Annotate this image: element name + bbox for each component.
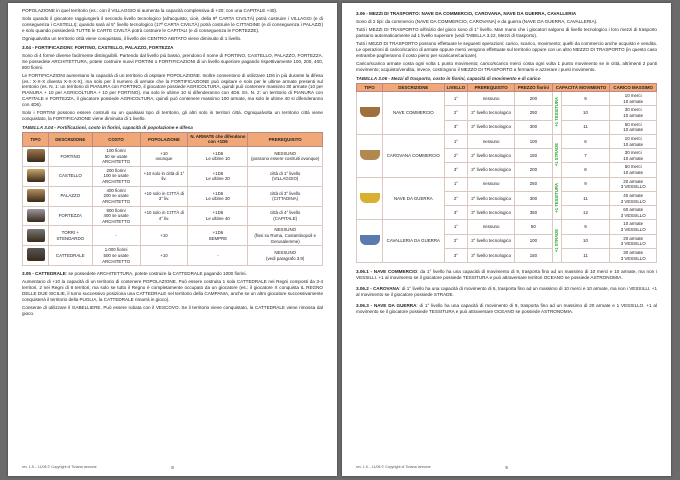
section-3062-block [356, 286, 657, 298]
load-cell: 40 armate 3 VESSILLO [610, 191, 657, 205]
population-cell: +10 [140, 246, 188, 266]
price-cell: 100 [515, 134, 552, 148]
prerequisite-cell: 2° livello tecnologico [468, 106, 515, 120]
column-header: CARICO MASSIMO [610, 83, 657, 92]
movement-cell: 7 [561, 149, 610, 163]
level-cell: 2° [444, 149, 468, 163]
table-row [23, 146, 323, 166]
intro-paragraph-1: POPOLAZIONE in quel territorio (es.: con il VILLAGGIO si aumenta la capacità complessiva di +20; con una CAPITALE +40). [22, 8, 278, 13]
prerequisite-cell: NESSUNO (possono essere costruiti ovunque) [248, 146, 323, 166]
prerequisite-cell: 3° livello tecnologico [468, 120, 515, 134]
level-cell: 3° [444, 163, 468, 177]
section-305-paragraph-2: Aumentano di +10 la capacità di un territorio di contenere POPOLAZIONE. Può essere costruita 1 sola CATTEDRALE nei Regni composti da 3-4 territori, 2 nei Regni di 8 territori, ma solo se tutto il Regno è completamente occupato da un giocatore (es.: il giocatore X conquista IL REGNO DELLE DUE SICILIE, il turno successivo posiziona una CATTEDRALE nel territorio della CAMPANIA, anche se un altro giocatore successivamente conquisterà il territorio della PUGLIA, la CATTEDRALE rimarrà in gioco). [22, 279, 323, 302]
load-cell: 10 merci 10 armate [610, 134, 657, 148]
bonus-cell [552, 92, 561, 135]
transport-icon [360, 150, 380, 160]
price-cell: 350 [515, 206, 552, 220]
section-305-lead: : se possedete ARCHITETTURA, potete costruire la CATTEDRALE pagando 1000 fiorini. [65, 271, 247, 277]
transport-image-cell [357, 134, 383, 177]
building-icon [27, 149, 45, 162]
section-3061-block [356, 269, 657, 281]
prerequisite-cell: nessuno [468, 177, 515, 191]
section-3061-text: : da 1° livello ha una capacità di movimento di 9, trasporta fino ad un massimo di 10 merci e 10 armate, ma non i VESSILLI. +1 al movimento se il giocatore possiede TESSITURA e può attraversare territori OCEANO se possiede ASTRONOMIA. [356, 269, 657, 280]
prerequisite-cell: città di 4° livello (CAPITALE) [248, 206, 323, 226]
bonus-label: +1 TESSITURA [553, 182, 559, 213]
building-icon [27, 229, 45, 242]
description-cell: PALAZZO [49, 186, 93, 206]
table-row [357, 134, 657, 148]
defense-cell: - [188, 246, 248, 266]
table-row [357, 177, 657, 191]
level-cell: 1° [444, 177, 468, 191]
prerequisite-cell: città di 1° livello (VILLAGGIO) [248, 166, 323, 186]
section-304-paragraph-2: Le FORTIFICAZIONI aumentano la capacità di un territorio di ospitare POPOLAZIONE. Inoltre consentono di utilizzare 1D6 in più durante la difesa (es.: X-X-X diventa X-X-X-X), ma solo per il numero di armate che la FORTIFICAZIONE può ospitare e solo per le ultime armate presenti sul territorio (es. N. 1: un territorio di PIANURA con FORTINO, il giocatore possiede AGRICOLTURA, quindi può contenere massimo 30 armate (10 per PIANURA + 10 per AGRICOLTURA + 10 per FORTINO), ma solo le ultime 10 si difenderanno con 4D6. Es. N. 2: un territorio di PIANURA con CAPITALE e FORTEZZA, il giocatore possiede AGRICOLTURA, quindi può contenere massimo 100 armate, ma solo le ultime 40 si difenderanno con 4D6). [22, 72, 323, 107]
price-cell: 250 [515, 177, 552, 191]
section-3061-title: 3.06.1 - NAVE COMMERCIO [356, 269, 418, 275]
column-header: DESCRIZIONE [49, 132, 93, 146]
transport-table [356, 83, 657, 264]
prerequisite-cell: nessuno [468, 134, 515, 148]
level-cell: 2° [444, 234, 468, 248]
cost-cell: 100 fiorini 50 se usate ARCHITETTO [92, 146, 140, 166]
table-306-caption: TABELLA 3.06 - Mezzi di trasporto, costo in fiorini, capacità di movimento e di carico [356, 75, 541, 81]
price-cell: 100 [515, 234, 552, 248]
building-image-cell [23, 246, 49, 266]
section-306-title: 3.06 - MEZZI DI TRASPORTO: NAVE DA COMMERCIO, CAROVANA, NAVE DA GUERRA, CAVALLERIA [356, 11, 577, 16]
prerequisite-cell: 3° livello tecnologico [468, 248, 515, 262]
defense-cell: +1D6 SEMPRE [188, 226, 248, 246]
description-cell: FORTINO [49, 146, 93, 166]
level-cell: 3° [444, 248, 468, 262]
price-cell: 300 [515, 191, 552, 205]
table-row [23, 226, 323, 246]
bonus-label: +1 STRADE [553, 228, 559, 253]
movement-cell: 8 [561, 163, 610, 177]
column-header: POPOLAZIONE [140, 132, 188, 146]
price-cell: 150 [515, 149, 552, 163]
defense-cell: +1D6 Le ultime 40 [188, 206, 248, 226]
intro-paragraph-3: Ogniqualvolta un territorio città viene conquistato, il livello dei CENTRO ABITATO viene diminuito di 1 livello. [22, 35, 242, 41]
description-cell: CAVALLERIA DA GUERRA [383, 220, 445, 263]
section-305-block [22, 271, 323, 277]
prerequisite-cell: città di 3° livello (CITTADINA) [248, 186, 323, 206]
section-3063-title: 3.06.3 - NAVE DA GUERRA [356, 302, 417, 308]
movement-cell: 10 [561, 234, 610, 248]
defense-cell: +1D6 Le ultime 20 [188, 166, 248, 186]
building-icon [27, 209, 45, 222]
load-cell: 30 armate 3 VESSILLO [610, 248, 657, 262]
population-cell: +10 solo in CITTÀ di 3° liv. [140, 186, 188, 206]
load-cell: 10 armate 3 VESSILLO [610, 220, 657, 234]
cost-cell: 400 fiorini 200 se usate ARCHITETTO [92, 186, 140, 206]
cost-cell: 800 fiorini 400 se usate ARCHITETTO [92, 206, 140, 226]
section-306-paragraph-1: Sono di 2 tipi: da commercio (NAVE DA COMMERCIO, CAROVANA) e da guerra (NAVE DA GUERRA, CAVALLERIA). [356, 19, 598, 25]
section-3062-title: 3.06.2 - CAROVANA [356, 285, 400, 291]
description-cell: TORRI + STENDARDO [49, 226, 93, 246]
level-cell: 1° [444, 134, 468, 148]
movement-cell: 9 [561, 92, 610, 106]
page-footer: rev. 1.5 – 11/08 © Copyright di Tiziana Iannone [356, 465, 431, 470]
section-3062-text: : di 1° livello ha una capacità di movimento di 6, trasporta fino ad un massimo di 10 merci e 10 armate, ma non i VESSILLI. +1 al movimento se il giocatore possiede STRADE. [356, 285, 658, 297]
load-cell: 30 merci 10 armate [610, 106, 657, 120]
page-number: 9 [505, 464, 508, 470]
description-cell: CAROVANA COMMERCIO [383, 134, 445, 177]
movement-cell: 9 [561, 220, 610, 234]
bonus-cell [552, 220, 561, 263]
level-cell: 1° [444, 92, 468, 106]
transport-image-cell [357, 177, 383, 220]
load-cell: 20 armate 3 VESSILLO [610, 234, 657, 248]
table-row [23, 166, 323, 186]
price-cell: 300 [515, 120, 552, 134]
page-right [342, 3, 671, 476]
population-cell: +10 solo in città di 1° liv. [140, 166, 188, 186]
section-304-title: 3.04 - FORTIFICAZIONI: FORTINO, CASTELLO, PALAZZO, FORTEZZA [22, 44, 174, 50]
section-304-paragraph-3: Solo i FORTINI possono essere costruiti su un qualsiasi tipo di territorio, gli altri solo in territori città. Ogniqualvolta un territorio città viene conquistato, la FORTIFICAZIONE viene diminuita di 1 livello. [22, 110, 323, 121]
population-cell: +10 ovunque [140, 146, 188, 166]
price-cell: 200 [515, 92, 552, 106]
column-header: TIPO [23, 132, 49, 146]
price-cell: 150 [515, 248, 552, 262]
bonus-label: +1 STRADE [553, 143, 559, 167]
prerequisite-cell: 2° livello tecnologico [468, 191, 515, 205]
movement-cell: 11 [561, 120, 610, 134]
defense-cell: +1D6 Le ultime 10 [188, 146, 248, 166]
bonus-cell [552, 134, 561, 177]
building-image-cell [23, 166, 49, 186]
load-cell: 50 merci 10 armate [610, 163, 657, 177]
section-3063-text: : di 1° livello ha una capacità di movimento di 9, trasporta fino ad un massimo di 20 armate e 1 VESSILLO. +1 al movimento se il giocatore possiede TESSITURA e può attraversare OCEANO se possiede ASTRONOMIA. [356, 302, 657, 314]
movement-cell: 10 [561, 106, 610, 120]
bonus-label: +1 TESSITURA [553, 97, 559, 128]
column-header: CAPACITÀ MOVIMENTO [552, 83, 610, 92]
column-header: TIPO [357, 83, 383, 92]
load-cell: 20 armate 3 VESSILLO [610, 177, 657, 191]
section-306-paragraph-3: Tutti i MEZZI DI TRASPORTO possono effettuare le seguenti operazioni: carico, scarico, movimento; quelli da commercio anche acquisto e vendita. Le operazioni di carico/scarico di armate oppure merci vengono effettuate sul territorio oppure con un altro MEZZO DI TRASPORTO (in questo caso entrambe pagheranno il costo pieno per scaricare/caricare). [356, 41, 657, 58]
section-305-title: 3.05 - CATTEDRALE [22, 271, 66, 277]
price-cell: 250 [515, 106, 552, 120]
level-cell: 3° [444, 206, 468, 220]
transport-image-cell [357, 220, 383, 263]
table-row [23, 246, 323, 266]
prerequisite-cell: nessuno [468, 220, 515, 234]
section-3063-block [356, 303, 657, 315]
description-cell: CATTEDRALE [49, 246, 93, 266]
section-305-paragraph-3: Consente di utilizzare il GABELLIERE. Può essere rubata con il VESCOVO. Se il territorio viene conquistato, la CATTEDRALE viene rimossa dal gioco. [22, 304, 323, 316]
transport-icon [360, 235, 380, 245]
prerequisite-cell: NESSUNO (vedi paragrafo 3.9) [248, 246, 323, 266]
page-left [8, 3, 337, 476]
level-cell: 1° [444, 220, 468, 234]
cost-cell: 200 fiorini 100 se usate ARCHITETTO [92, 166, 140, 186]
building-image-cell [23, 186, 49, 206]
description-cell: CASTELLO [49, 166, 93, 186]
defense-cell: +1D6 Le ultime 30 [188, 186, 248, 206]
building-image-cell [23, 146, 49, 166]
page-footer: rev. 1.5 – 11/08 © Copyright di Tiziana Iannone [22, 465, 97, 470]
movement-cell: 6 [561, 134, 610, 148]
population-cell: +10 [140, 226, 188, 246]
load-cell: 30 merci 10 armate [610, 149, 657, 163]
transport-image-cell [357, 92, 383, 135]
prerequisite-cell: nessuno [468, 92, 515, 106]
column-header: LIVELLO [444, 83, 468, 92]
intro-paragraph-2: Solo quando il giocatore raggiungerà il secondo livello tecnologico (all'acquisto, cioè, della 9ª CARTA CIVILTÀ) potrà costruire i VILLAGGI (e di conseguenza i CASTELLI); quando sarà al 5° livello tecnologico (17ª CARTA CIVILTÀ) potrà costruire le CITTADINE (e di conseguenza i PALAZZI) e solo quando possiederà TUTTE le CARTE CIVILTÀ potrà costruire le CAPITALI (e di conseguenza le FORTEZZE). [22, 16, 323, 33]
prerequisite-cell: 3° livello tecnologico [468, 163, 515, 177]
transport-icon [360, 107, 380, 117]
movement-cell: 9 [561, 177, 610, 191]
column-header: PREREQUISITO [248, 132, 323, 146]
table-row [357, 220, 657, 234]
prerequisite-cell: NESSUNO (fissi su Roma, Costantinopoli e Gerusalemme) [248, 226, 323, 246]
load-cell: 50 merci 10 armate [610, 120, 657, 134]
column-header: COSTO [92, 132, 140, 146]
load-cell: 10 merci 10 armate [610, 92, 657, 106]
prerequisite-cell: 2° livello tecnologico [468, 234, 515, 248]
prerequisite-cell: 3° livello tecnologico [468, 206, 515, 220]
population-cell: +10 solo in CITTÀ di 4° liv. [140, 206, 188, 226]
table-row [357, 92, 657, 106]
table-row [23, 186, 323, 206]
column-header: DESCRIZIONE [383, 83, 445, 92]
price-cell: 200 [515, 163, 552, 177]
movement-cell: 12 [561, 206, 610, 220]
section-304-paragraph-1: Sono di 4 forme diverse facilmente distinguibili. Partendo dal livello più basso, prendono il nome di FORTINO, CASTELLO, PALAZZO, FORTEZZA. Se possedete ARCHITETTURA, potete costruire nuovi FORTINI o FORTIFICAZIONI di un livello superiore pagando rispettivamente 100, 200, 400, 800 fiorini. [22, 52, 323, 70]
level-cell: 2° [444, 106, 468, 120]
bonus-cell [552, 177, 561, 220]
column-header: N. ARMATE che difendono con +1D6 [188, 132, 248, 146]
cost-cell: 1.000 fiorini 500 se usate ARCHITETTO [92, 246, 140, 266]
building-image-cell [23, 206, 49, 226]
prerequisite-cell: 2° livello tecnologico [468, 149, 515, 163]
section-306-paragraph-4: Carico/scarico armate costa ogni volta 1 punto movimento; carico/scarico merci costa ogni volta 1 punto movimento se in città, altrimenti 2 punti movimento; acquisto/vendita, invece, costringono il MEZZO DI TRASPORTO a fermarsi e azzerare i punti movimento. [356, 60, 657, 72]
building-icon [27, 169, 45, 182]
load-cell: 60 armate 3 VESSILLO [610, 206, 657, 220]
building-icon [27, 248, 45, 261]
cost-cell: - [92, 226, 140, 246]
column-header: PREZZO fiorini [515, 83, 552, 92]
table-row [23, 206, 323, 226]
description-cell: NAVE DA GUERRA [383, 177, 445, 220]
description-cell: FORTEZZA [49, 206, 93, 226]
movement-cell: 11 [561, 248, 610, 262]
building-image-cell [23, 226, 49, 246]
movement-cell: 11 [561, 191, 610, 205]
building-icon [27, 189, 45, 202]
column-header: PREREQUISITO [468, 83, 515, 92]
level-cell: 3° [444, 120, 468, 134]
level-cell: 2° [444, 191, 468, 205]
section-306-paragraph-2: Tutti i MEZZI DI TRASPORTO all'inizio del gioco sono di 1° livello. Man mano che i giocatori salgono di livello tecnologico i loro mezzi di trasporto passano automaticamente ad 1 livello superiore (vedi TABELLA 3.22, Mezzi di trasporto). [356, 27, 657, 38]
transport-icon [360, 193, 380, 203]
table-304-caption: TABELLA 3.04 - Fortificazioni, costo in fiorini, capacità di popolazione e difesa [22, 124, 193, 130]
page-number: 8 [171, 464, 174, 470]
fortifications-table [22, 132, 323, 267]
price-cell: 50 [515, 220, 552, 234]
description-cell: NAVE COMMERCIO [383, 92, 445, 135]
